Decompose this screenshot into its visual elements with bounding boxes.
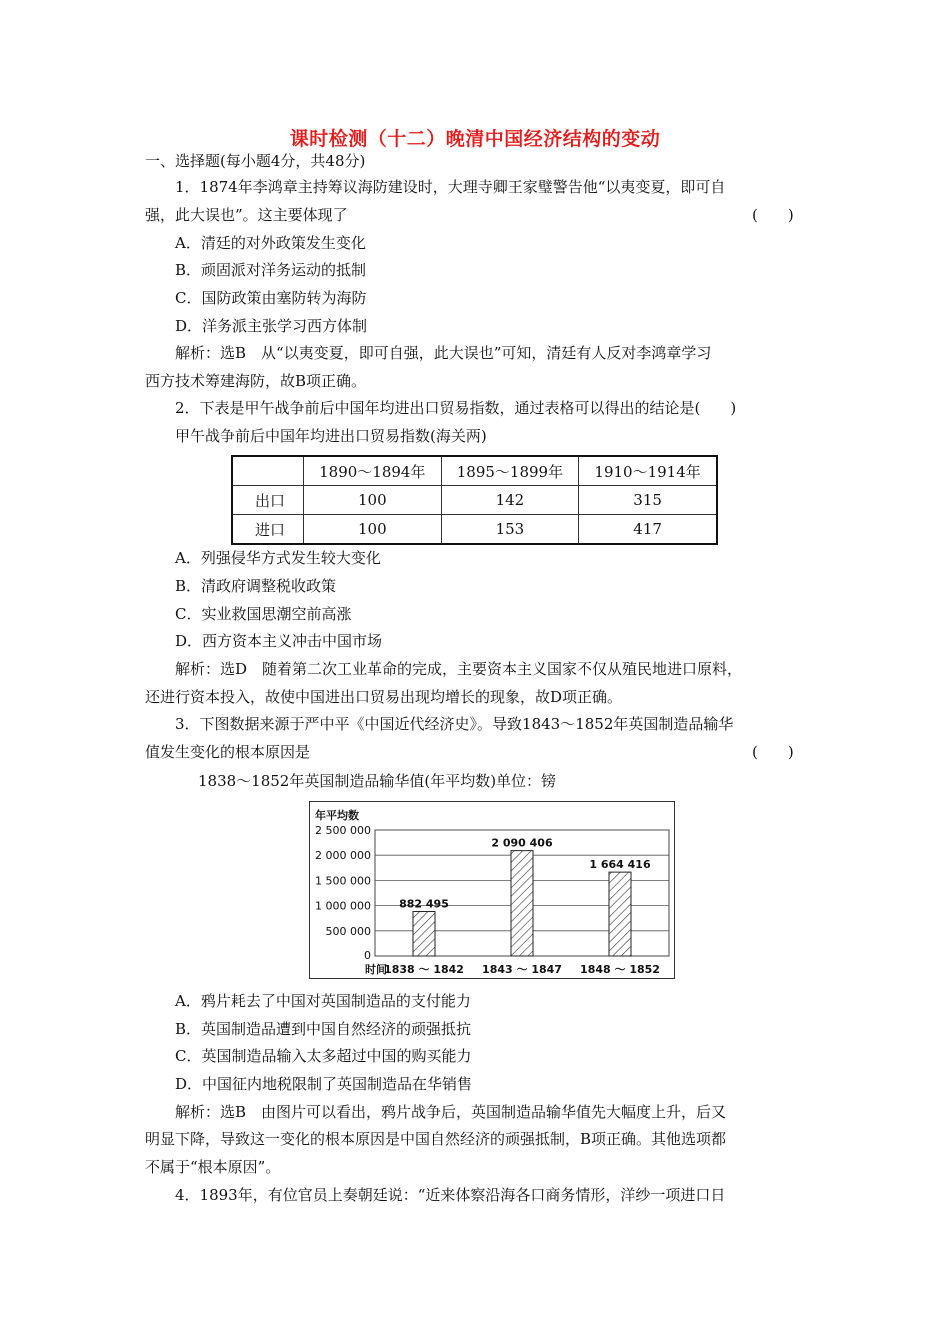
x-tick-label: 1843 ～ 1847	[482, 963, 562, 976]
table-cell: 100	[304, 486, 442, 515]
y-axis-title: 年平均数	[315, 809, 359, 822]
q4-stem-line1: 4．1893年，有位官员上奏朝廷说：“近来体察沿海各口商务情形，洋纱一项进口日	[175, 1186, 726, 1204]
x-tick-label: 1848 ～ 1852	[580, 963, 660, 976]
table-header-cell: 1910～1914年	[579, 456, 717, 486]
bar-value-label: 882 495	[399, 897, 449, 911]
q2-option-c: C．实业救国思潮空前高涨	[175, 605, 352, 623]
q3-analysis-line2: 明显下降，导致这一变化的根本原因是中国自然经济的顽强抵制，B项正确。其他选项都	[145, 1130, 727, 1148]
q1-answer-paren: ( )	[752, 206, 794, 224]
table-row	[232, 486, 717, 515]
q3-option-d: D．中国征内地税限制了英国制造品在华销售	[175, 1075, 473, 1093]
y-tick-label: 1 000 000	[315, 899, 371, 913]
table-header-cell	[232, 456, 304, 486]
bar-value-label: 1 664 416	[589, 858, 651, 872]
q2-stem: 2．下表是甲午战争前后中国年均进出口贸易指数，通过表格可以得出的结论是( )	[175, 399, 737, 417]
q2-option-b: B．清政府调整税收政策	[175, 577, 337, 595]
q2-analysis-line1: 解析：选D 随着第二次工业革命的完成，主要资本主义国家不仅从殖民地进口原料，	[175, 660, 743, 678]
q2-option-a: A．列强侵华方式发生较大变化	[175, 549, 381, 567]
bar-value-label: 2 090 406	[491, 836, 553, 850]
y-tick-label: 0	[364, 949, 371, 962]
y-tick-label: 2 000 000	[315, 849, 371, 863]
export-bar-chart	[309, 801, 675, 979]
section-heading: 一、选择题(每小题4分，共48分)	[145, 152, 366, 170]
trade-index-table	[231, 455, 718, 545]
q3-stem-line2: 值发生变化的根本原因是	[145, 743, 311, 761]
y-tick-label: 1 500 000	[315, 874, 371, 888]
table-cell: 315	[579, 486, 717, 515]
y-tick-label: 500 000	[325, 924, 371, 938]
q3-chart-caption: 1838～1852年英国制造品输华值(年平均数)单位：镑	[198, 772, 557, 790]
table-header-cell: 1890～1894年	[304, 456, 442, 486]
table-header-cell: 1895～1899年	[441, 456, 579, 486]
table-row-label: 出口	[232, 486, 304, 515]
table-cell: 100	[304, 515, 442, 545]
q1-analysis-line1: 解析：选B 从“以夷变夏，即可自强，此大误也”可知，清廷有人反对李鸿章学习	[175, 344, 712, 362]
q3-option-a: A．鸦片耗去了中国对英国制造品的支付能力	[175, 992, 471, 1010]
table-cell: 417	[579, 515, 717, 545]
q3-stem-line1: 3．下图数据来源于严中平《中国近代经济史》。导致1843～1852年英国制造品输华	[175, 715, 734, 733]
q3-analysis-line3: 不属于“根本原因”。	[145, 1158, 281, 1176]
bar	[413, 912, 435, 956]
table-row-label: 进口	[232, 515, 304, 545]
bar	[609, 872, 631, 956]
q2-option-d: D．西方资本主义冲击中国市场	[175, 632, 383, 650]
x-tick-label: 1838 ～ 1842	[384, 963, 464, 976]
page-title: 课时检测（十二）晚清中国经济结构的变动	[289, 128, 661, 150]
q1-option-c: C．国防政策由塞防转为海防	[175, 289, 367, 307]
q1-option-a: A．清廷的对外政策发生变化	[175, 234, 366, 252]
table-cell: 153	[441, 515, 579, 545]
table-row	[232, 515, 717, 545]
bar	[511, 851, 533, 956]
q2-table-caption: 甲午战争前后中国年均进出口贸易指数(海关两)	[175, 427, 487, 445]
q1-stem-line2: 强，此大误也”。这主要体现了	[145, 206, 348, 224]
q3-option-b: B．英国制造品遭到中国自然经济的顽强抵抗	[175, 1020, 472, 1038]
q3-option-c: C．英国制造品输入太多超过中国的购买能力	[175, 1047, 472, 1065]
table-header-row	[232, 456, 717, 486]
q1-analysis-line2: 西方技术筹建海防，故B项正确。	[145, 372, 367, 390]
table-cell: 142	[441, 486, 579, 515]
q1-stem-line1: 1．1874年李鸿章主持筹议海防建设时，大理寺卿王家璧警告他“以夷变夏，即可自	[175, 178, 726, 196]
q1-option-b: B．顽固派对洋务运动的抵制	[175, 261, 367, 279]
q1-option-d: D．洋务派主张学习西方体制	[175, 317, 368, 335]
x-axis-title: 时间	[365, 963, 387, 976]
q3-answer-paren: ( )	[752, 743, 794, 761]
y-tick-label: 2 500 000	[315, 824, 371, 837]
q3-analysis-line1: 解析：选B 由图片可以看出，鸦片战争后，英国制造品输华值先大幅度上升，后又	[175, 1103, 727, 1121]
q2-analysis-line2: 还进行资本投入，故使中国进出口贸易出现均增长的现象，故D项正确。	[145, 688, 623, 706]
